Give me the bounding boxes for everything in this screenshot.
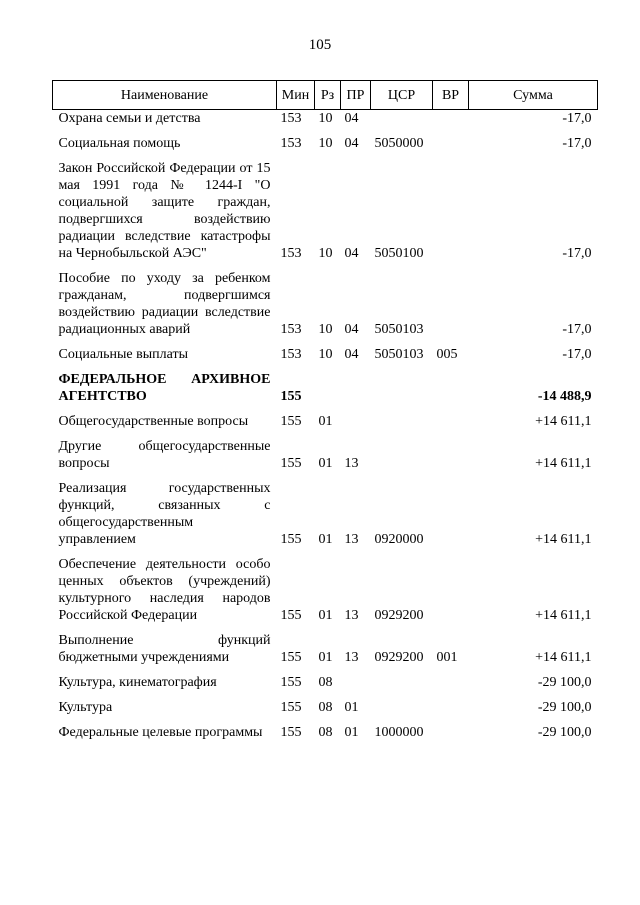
- header-pr: ПР: [341, 81, 371, 110]
- budget-table: [52, 80, 598, 741]
- row-rz: 10: [318, 136, 333, 151]
- row-name: Охрана семьи и детства: [58, 111, 201, 126]
- row-csr: [371, 405, 433, 430]
- row-min: 153: [280, 347, 302, 362]
- row-vr: [433, 430, 469, 472]
- row-sum: -17,0: [562, 111, 592, 126]
- row-pr: 04: [344, 347, 359, 362]
- row-rz: 10: [318, 322, 333, 337]
- row-min: 155: [280, 700, 302, 715]
- row-vr: [433, 405, 469, 430]
- table-row: [53, 624, 598, 666]
- table-row: [53, 405, 598, 430]
- row-name: Закон Российской Федерации от 15 мая 1991 года № 1244-I "О социальной защите граждан, подвергшихся воздействию радиации вследствие катастрофы на Чернобыльской АЭС": [58, 161, 271, 261]
- row-sum: -29 100,0: [537, 700, 592, 715]
- row-pr: 01: [344, 725, 359, 740]
- table-row: [53, 548, 598, 624]
- row-min: 153: [280, 322, 302, 337]
- row-rz: [315, 363, 341, 405]
- row-name: Культура: [58, 700, 113, 715]
- row-csr: 5050100: [374, 246, 424, 261]
- row-pr: 04: [344, 322, 359, 337]
- row-vr: [433, 262, 469, 338]
- row-min: 155: [280, 414, 302, 429]
- row-min: 155: [280, 650, 302, 665]
- row-name: Федеральные целевые программы: [58, 725, 263, 740]
- row-vr: [433, 716, 469, 741]
- table-row: [53, 716, 598, 741]
- row-sum: +14 611,1: [535, 608, 592, 623]
- row-rz: 01: [318, 414, 333, 429]
- table-row: [53, 152, 598, 262]
- row-name: Социальная помощь: [58, 136, 181, 151]
- row-vr: 005: [436, 347, 458, 362]
- row-pr: 13: [344, 532, 359, 547]
- header-name: Наименование: [53, 81, 277, 110]
- row-sum: +14 611,1: [535, 650, 592, 665]
- row-min: 155: [280, 725, 302, 740]
- row-sum: -17,0: [562, 136, 592, 151]
- row-name: Пособие по уходу за ребенком гражданам, подвергшимся воздействию радиации вследствие радиационных аварий: [58, 271, 271, 337]
- row-pr: 04: [344, 136, 359, 151]
- row-csr: 5050000: [374, 136, 424, 151]
- row-sum: -14 488,9: [537, 389, 592, 404]
- row-min: 155: [280, 456, 302, 471]
- row-pr: 13: [344, 608, 359, 623]
- table-header: [53, 81, 598, 110]
- row-rz: 08: [318, 675, 333, 690]
- header-csr: ЦСР: [371, 81, 433, 110]
- table-row: [53, 472, 598, 548]
- row-rz: 01: [318, 608, 333, 623]
- table-body: [53, 110, 598, 742]
- row-sum: +14 611,1: [535, 414, 592, 429]
- row-csr: 5050103: [374, 322, 424, 337]
- row-csr: [371, 363, 433, 405]
- row-rz: 08: [318, 725, 333, 740]
- row-pr: 04: [344, 246, 359, 261]
- row-name: Другие общегосударственные вопросы: [58, 439, 271, 471]
- table-row: [53, 127, 598, 152]
- row-pr: 13: [344, 456, 359, 471]
- row-rz: 01: [318, 456, 333, 471]
- row-name: ФЕДЕРАЛЬНОЕ АРХИВНОЕ АГЕНТСТВО: [58, 372, 271, 404]
- row-rz: 10: [318, 111, 333, 126]
- row-sum: -17,0: [562, 322, 592, 337]
- row-name: Общегосударственные вопросы: [58, 414, 249, 429]
- row-vr: [433, 363, 469, 405]
- row-rz: 10: [318, 347, 333, 362]
- row-csr: [371, 666, 433, 691]
- row-sum: +14 611,1: [535, 532, 592, 547]
- row-sum: -17,0: [562, 347, 592, 362]
- table-row: [53, 430, 598, 472]
- row-vr: [433, 548, 469, 624]
- row-vr: [433, 152, 469, 262]
- row-min: 155: [280, 532, 302, 547]
- row-vr: [433, 110, 469, 128]
- row-vr: [433, 666, 469, 691]
- row-rz: 10: [318, 246, 333, 261]
- row-rz: 08: [318, 700, 333, 715]
- row-pr: [341, 405, 371, 430]
- row-name: Выполнение функций бюджетными учреждениями: [58, 633, 271, 665]
- row-min: 153: [280, 111, 302, 126]
- row-csr: [371, 691, 433, 716]
- row-min: 153: [280, 246, 302, 261]
- row-name: Социальные выплаты: [58, 347, 189, 362]
- row-pr: 01: [344, 700, 359, 715]
- table-row: [53, 666, 598, 691]
- table-row: [53, 691, 598, 716]
- row-name: Обеспечение деятельности особо ценных объектов (учреждений) культурного наследия народов Российской Федерации: [58, 557, 271, 623]
- row-csr: 0929200: [374, 608, 424, 623]
- row-min: 153: [280, 136, 302, 151]
- row-rz: 01: [318, 532, 333, 547]
- table-row: [53, 110, 598, 128]
- table-row: [53, 262, 598, 338]
- row-vr: 001: [436, 650, 458, 665]
- row-csr: [371, 110, 433, 128]
- header-vr: ВР: [433, 81, 469, 110]
- row-min: 155: [280, 389, 302, 404]
- header-sum: Сумма: [469, 81, 598, 110]
- row-pr: 04: [344, 111, 359, 126]
- row-vr: [433, 127, 469, 152]
- row-min: 155: [280, 675, 302, 690]
- row-min: 155: [280, 608, 302, 623]
- row-pr: [341, 363, 371, 405]
- page-number: 105: [308, 37, 332, 53]
- row-sum: -29 100,0: [537, 675, 592, 690]
- row-pr: [341, 666, 371, 691]
- table-row: [53, 338, 598, 363]
- row-sum: +14 611,1: [535, 456, 592, 471]
- table-row: [53, 363, 598, 405]
- row-csr: [371, 430, 433, 472]
- row-sum: -17,0: [562, 246, 592, 261]
- row-rz: 01: [318, 650, 333, 665]
- row-csr: 0920000: [374, 532, 424, 547]
- header-rz: Рз: [315, 81, 341, 110]
- row-csr: 0929200: [374, 650, 424, 665]
- row-pr: 13: [344, 650, 359, 665]
- row-csr: 5050103: [374, 347, 424, 362]
- row-vr: [433, 691, 469, 716]
- header-min: Мин: [277, 81, 315, 110]
- row-csr: 1000000: [374, 725, 424, 740]
- row-vr: [433, 472, 469, 548]
- row-sum: -29 100,0: [537, 725, 592, 740]
- row-name: Реализация государственных функций, связанных с общегосударственным управлением: [58, 481, 271, 547]
- row-name: Культура, кинематография: [58, 675, 217, 690]
